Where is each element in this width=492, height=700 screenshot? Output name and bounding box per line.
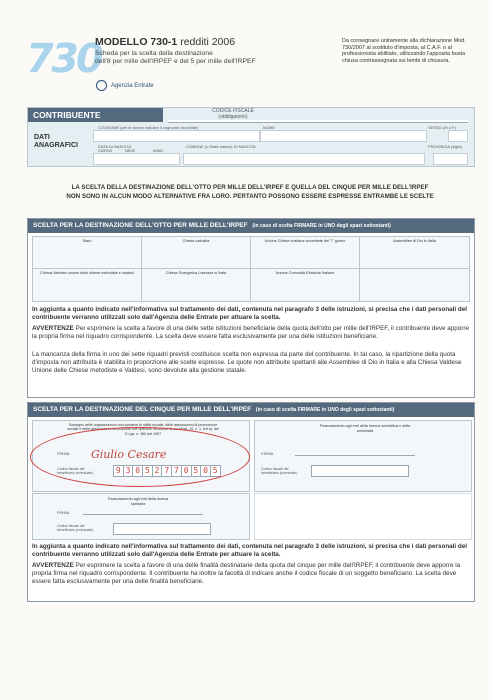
cf-beneficiario-field[interactable]: [311, 465, 409, 477]
cognome-field[interactable]: [93, 130, 260, 142]
cf-digit: 5: [210, 465, 221, 477]
sesso-label: SESSO (M o F): [428, 125, 456, 130]
nome-field[interactable]: [260, 130, 427, 142]
cf-beneficiario-label: Codice fiscale del beneficiario (eventuale): [57, 524, 94, 533]
otto-section: [27, 218, 475, 398]
form-title: [95, 36, 235, 48]
data-nascita-field[interactable]: [93, 153, 180, 165]
hand-drawn-oval-annotation: [30, 427, 250, 487]
otto-cell-luterana[interactable]: [142, 269, 251, 301]
contribuente-section: [27, 107, 475, 167]
otto-avvertenze-label: AVVERTENZE: [32, 325, 74, 332]
model-year: redditi 2006: [180, 36, 236, 48]
codice-fiscale-label: [188, 109, 278, 120]
otto-hint: (in caso di scelta FIRMARE in UNO degli spazi sottostanti): [252, 223, 391, 229]
otto-cell-label: Unione Chiese cristiane avventiste del 7° giorno: [264, 239, 346, 243]
cf-beneficiario-label: Codice fiscale del beneficiario (eventuale): [57, 467, 94, 476]
otto-cell-assemblee-dio[interactable]: [360, 237, 469, 269]
cinque-avvertenze: [32, 562, 470, 587]
cinque-avvertenze-text: Per esprimere la scelta a favore di una delle finalità destinatarie della quota del cinque per mille dell'IRPEF, il contribuente deve apporre la propria firma nel riquadro corrispondente. Il contribuente ha inoltre la facoltà di indicare anche il codice fiscale di un soggetto beneficiario. La scelta deve essere fatta esclusivamente per una delle finalità beneficiarie.: [32, 562, 461, 586]
cf-digit: 2: [152, 465, 163, 477]
subtitle-line: dell'8 per mille dell'IRPEF e del 5 per mille dell'IRPEF: [95, 58, 256, 66]
otto-title: SCELTA PER LA DESTINAZIONE DELL'OTTO PER MILLE DELL'IRPEF: [33, 222, 248, 229]
otto-privacy-text: In aggiunta a quanto indicato nell'informativa sul trattamento dei dati, contenuta nel paragrafo 3 delle istruzioni, si precisa che i dati personali del contribuente verranno utilizzati solo dall'Agenzia delle Entrate per attuare la scelta.: [32, 306, 468, 322]
codice-fiscale-field[interactable]: [168, 120, 468, 123]
cinque-hint: (in caso di scelta FIRMARE in UNO degli spazi sottostanti): [255, 407, 395, 413]
form-subtitle: [95, 50, 295, 67]
cf-beneficiario-label: Codice fiscale del beneficiario (eventuale): [261, 467, 298, 476]
sesso-field[interactable]: [448, 130, 468, 142]
cinque-box-ricerca-sanitaria[interactable]: [32, 493, 250, 540]
otto-grid: [32, 236, 470, 302]
otto-missing-signature-text: La mancanza della firma in uno dei sette riquadri previsti costituisce scelta non espressa da parte del contribuente. In tal caso, la ripartizione della quota d'imposta non attribuita è stabilita in proporzione alle scelte espresse. Le quote non attribuite spettanti alle Assemblee di Dio in Italia e alla Chiesa Valdese Unione delle Chiese metodiste e Valdesi, sono devolute alla gestione statale.: [32, 351, 462, 375]
codice-fiscale-title: CODICE FISCALE: [212, 108, 254, 114]
agency-logo: [96, 80, 156, 91]
codice-fiscale-sub: (obbligatorio): [218, 113, 248, 120]
cinque-section: [27, 402, 475, 602]
otto-cell-stato[interactable]: [33, 237, 142, 269]
otto-cell-label: Assemblee di Dio in Italia: [393, 239, 436, 243]
choice-notice: [27, 183, 473, 201]
data-nascita-label: DATA DI NASCITA: [98, 144, 132, 149]
dati-label: DATI: [34, 134, 50, 141]
giorno-label: GIORNO: [98, 149, 113, 153]
firma-label: FIRMA: [57, 451, 70, 456]
agency-name: Agenzia Entrate: [110, 82, 154, 89]
otto-cell-valdese[interactable]: [33, 269, 142, 301]
otto-cell-chiesa-cattolica[interactable]: [142, 237, 251, 269]
otto-title-bar: [28, 219, 474, 233]
notice-line: NON SONO IN ALCUN MODO ALTERNATIVE FRA LORO. PERTANTO POSSONO ESSERE ESPRESSE ENTRAMBE LE SCELTE: [66, 193, 434, 200]
cf-digit: 5: [191, 465, 202, 477]
firma-line[interactable]: [295, 455, 415, 456]
cognome-label: COGNOME (per le donne indicare il cognome da nubile): [98, 125, 199, 130]
otto-cell-label: Stato: [82, 239, 92, 243]
comune-field[interactable]: [183, 153, 425, 165]
cinque-box-empty: [254, 493, 472, 540]
agency-emblem-icon: [96, 80, 107, 91]
otto-avvertenze-text: Per esprimere la scelta a favore di una delle sette istituzioni beneficiarie della quota dell'otto per mille dell'IRPEF, il contribuente deve apporre la propria firma nel riquadro corrispondente. La scelta deve essere fatta esclusivamente per una delle istituzioni beneficiarie.: [32, 325, 470, 341]
cinque-box-heading: Finanziamento agli enti della ricerca scientifica e della università: [319, 424, 411, 433]
otto-cell-empty: [360, 269, 469, 301]
delivery-note: Da consegnare unitamente alla dichiarazione Mod. 730/2007 al sostituto d'imposta, al C.A.F. o al professionista abilitato, utilizzando l'apposita busta chiusa contrassegnata sui lembi di chiusura.: [342, 38, 466, 64]
otto-cell-label: Chiesa cattolica: [182, 239, 210, 243]
cinque-privacy-text: In aggiunta a quanto indicato nell'informativa sul trattamento dei dati, contenuta nel paragrafo 3 delle istruzioni, si precisa che i dati personali del contribuente verranno utilizzati solo dall'Agenzia delle Entrate per attuare la scelta.: [32, 543, 468, 559]
notice-line: LA SCELTA DELLA DESTINAZIONE DELL'OTTO PER MILLE DELL'IRPEF E QUELLA DEL CINQUE PER MILLE DELL'IRPEF: [71, 184, 429, 191]
otto-cell-label: Chiesa Evangelica Luterana in Italia: [165, 271, 227, 275]
contributor-signature: Giulio Cesare: [91, 448, 167, 461]
provincia-label: PROVINCIA (sigla): [428, 144, 462, 149]
nome-label: NOME: [263, 125, 275, 130]
cinque-box-ricerca-scientifica[interactable]: [254, 420, 472, 492]
firma-line[interactable]: [83, 514, 203, 515]
provincia-field[interactable]: [433, 153, 468, 165]
cf-digit: 9: [113, 465, 124, 477]
anno-label: ANNO: [153, 149, 164, 153]
cf-digit: 7: [161, 465, 172, 477]
otto-cell-avventiste[interactable]: [251, 237, 360, 269]
firma-label: FIRMA: [261, 451, 274, 456]
cinque-box-heading: Finanziamento agli enti della ricerca sanitaria: [107, 497, 169, 506]
cf-digit: 3: [123, 465, 134, 477]
comune-label: COMUNE (o Stato estero) DI NASCITA: [186, 144, 256, 149]
otto-cell-ebraiche[interactable]: [251, 269, 360, 301]
subtitle-line: Scheda per la scelta della destinazione: [95, 50, 213, 57]
firma-label: FIRMA: [57, 510, 70, 515]
cf-digit: 0: [181, 465, 192, 477]
cf-digit: 5: [142, 465, 153, 477]
mese-label: MESE: [125, 149, 135, 153]
otto-cell-label: Chiesa Valdese unione delle chiese metodiste e valdesi: [40, 271, 134, 275]
cf-beneficiario-field[interactable]: [113, 523, 211, 535]
otto-cell-label: Unione Comunità Ebraiche Italiane: [275, 271, 335, 275]
cf-digit: 0: [132, 465, 143, 477]
dati-anagrafici-label: [34, 134, 78, 150]
cinque-title-bar: [28, 403, 474, 417]
cf-digit: 0: [200, 465, 211, 477]
cinque-title: SCELTA PER LA DESTINAZIONE DEL CINQUE PER MILLE DELL'IRPEF: [33, 406, 252, 413]
form-logo-730: 730: [21, 36, 105, 82]
cf-digit: 7: [171, 465, 182, 477]
model-name: MODELLO 730-1: [95, 36, 178, 48]
cinque-avvertenze-label: AVVERTENZE: [32, 562, 74, 569]
contribuente-title: CONTRIBUENTE: [28, 108, 163, 122]
cinque-box-heading: Sostegno delle organizzazioni non lucrative di utilità sociale, delle associazioni di promozione sociale e delle associazioni riconosciute che operano nei settori di cui all'art. 10, c. 1, lett a), del D.Lgs. n. 460 del 1997: [67, 423, 219, 436]
otto-avvertenze: [32, 325, 470, 341]
anagrafici-label: ANAGRAFICI: [34, 142, 78, 149]
